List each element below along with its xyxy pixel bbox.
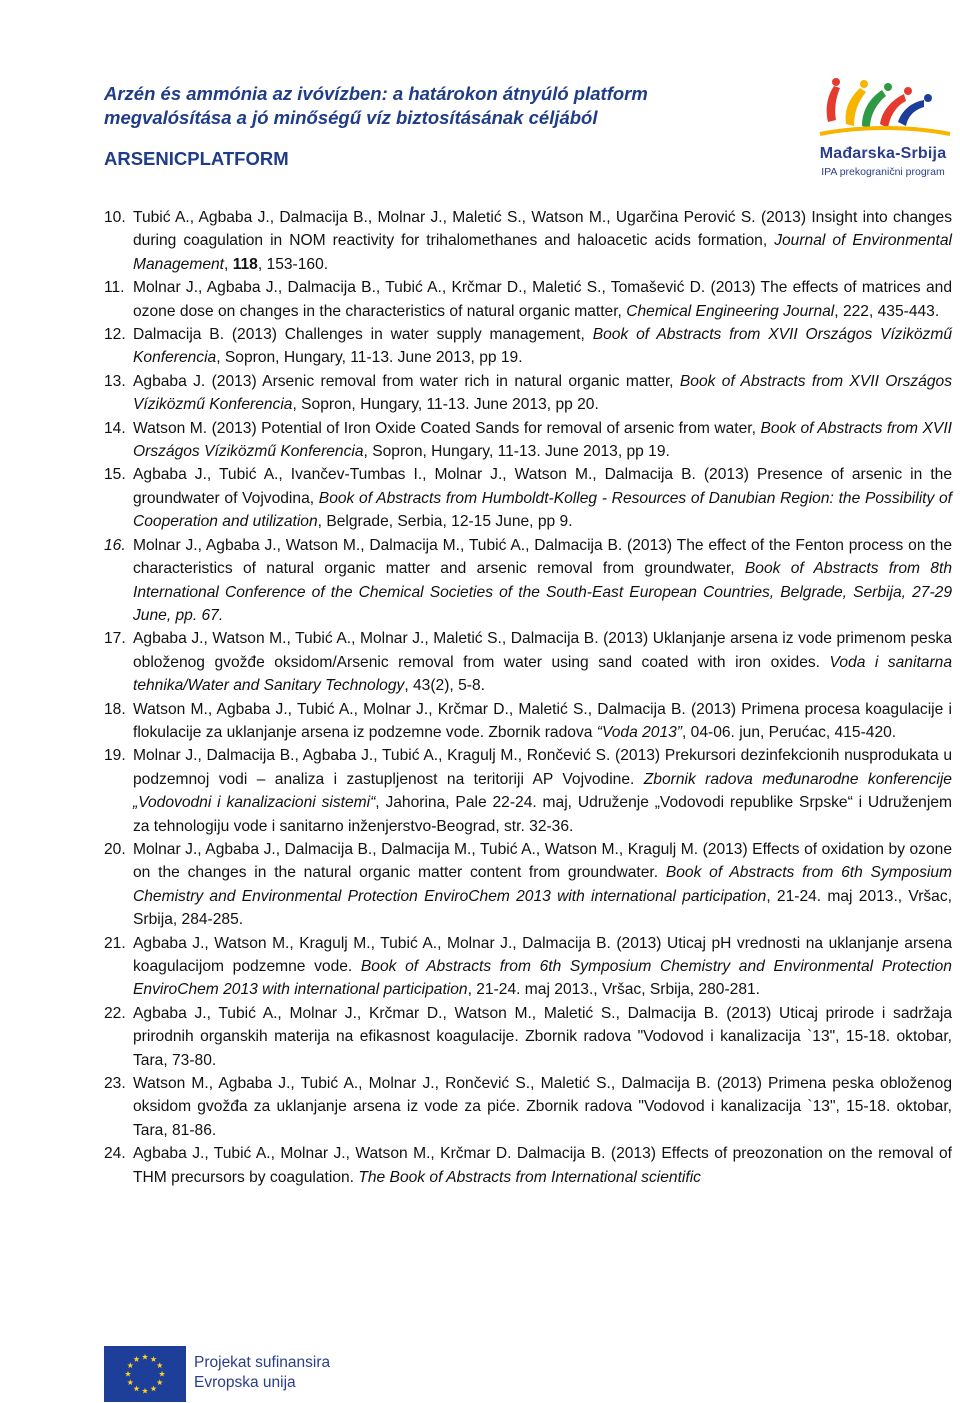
reference-text: [133, 534, 952, 628]
reference-text-part: Molnar J., Agbaba J., Watson M., Dalmacija M., Tubić A., Dalmacija B. (2013) The effect of the Fenton process on the characteristics of natural organic matter and arsenic removal from groundwater,: [133, 536, 952, 578]
reference-text-part: Agbaba J., Watson M., Tubić A., Molnar J., Maletić S., Dalmacija B. (2013) Uklanjanje arsena iz vode primenom peska obloženog gvožđe oksidom/Arsenic removal from water using sand coated with iron oxides.: [133, 630, 952, 671]
reference-number: 10.: [104, 209, 126, 226]
header-subtitle: ARSENICPLATFORM: [104, 148, 289, 169]
logo-name: Mađarska-Srbija: [819, 145, 947, 162]
reference-text-part: , 43(2), 5-8.: [404, 677, 485, 695]
reference-number: 13.: [104, 372, 126, 390]
reference-text: [133, 744, 952, 838]
reference-text-part: , 21-24. maj 2013., Vršac, Srbija, 284-285.: [133, 887, 952, 929]
reference-text: [133, 1072, 952, 1142]
reference-text-part: Watson M., Agbaba J., Tubić A., Molnar J., Krčmar D., Maletić S., Dalmacija B. (2013) Primena procesa koagulacije i flokulacije za uklanjanje arsena iz podzemne vode. Zbornik radova: [133, 700, 952, 741]
reference-number: 19.: [104, 747, 126, 765]
reference-text-part: , Sopron, Hungary, 11-13. June 2013, pp 19.: [216, 349, 523, 367]
reference-number: 14.: [104, 419, 126, 437]
reference-item: [104, 1142, 952, 1189]
reference-text-part: Agbaba J. (2013) Arsenic removal from water rich in natural organic matter,: [133, 372, 680, 390]
reference-text-part: Book of Abstracts from XVII Országos Víziközmű Konferencia: [133, 326, 953, 367]
reference-item: [104, 838, 952, 932]
reference-text-part: “Voda 2013”: [596, 723, 682, 741]
reference-text-part: Molnar J., Agbaba J., Dalmacija B., Dalmacija M., Tubić A., Watson M., Kragulj M. (2013) Effects of oxidation by ozone on the changes in the natural organic matter content from groundwater.: [133, 840, 952, 882]
reference-text-part: Book of Abstracts from 6th Symposium Chemistry and Environmental Protection EnviroChem 2013 with international participation: [133, 864, 953, 905]
reference-text-part: , Jahorina, Pale 22-24. maj, Udruženje „Vodovodi republike Srpske“ i Udruženjem za tehnologiju vode i sanitarno inženjerstvo-Beograd, str. 32-36.: [133, 794, 952, 835]
reference-text-part: , 04-06. jun, Perućac, 415-420.: [682, 723, 897, 741]
reference-text: [133, 370, 952, 417]
reference-number: 24.: [104, 1145, 126, 1163]
eu-flag-icon: [104, 1346, 186, 1402]
header-title: [104, 82, 704, 130]
reference-item: [104, 417, 952, 464]
logo-figures-icon: [820, 78, 950, 134]
reference-text: [133, 323, 952, 370]
header-title-line2: megvalósítása a jó minőségű víz biztosításának céljából: [104, 107, 598, 128]
reference-text-part: , Sopron, Hungary, 11-13. June 2013, pp 20.: [292, 396, 599, 414]
reference-text-part: Book of Abstracts from XVII Országos Víziközmű Konferencia: [133, 419, 952, 461]
reference-text-part: , Belgrade, Serbia, 12-15 June, pp 9.: [317, 513, 573, 531]
reference-number: 17.: [104, 630, 126, 648]
reference-text-part: , 222, 435-443.: [834, 302, 940, 320]
reference-text-part: Zbornik radova međunarodne konferencije „Vodovodni i kanalizacioni sistemi“: [133, 770, 952, 812]
reference-text: [133, 838, 952, 932]
reference-text: [133, 1142, 952, 1189]
reference-item: [104, 463, 952, 533]
reference-text: [133, 698, 952, 745]
reference-text-part: Molnar J., Dalmacija B., Agbaba J., Tubić A., Kragulj M., Rončević S. (2013) Prekursori dezinfekcionih nusprodukata u podzemnoj vodi – analiza i zastupljenost na teritoriji AP Vojvodine.: [133, 747, 952, 788]
reference-text-part: , 153-160.: [257, 255, 329, 273]
reference-item: [104, 534, 952, 628]
reference-text-part: Agbaba J., Tubić A., Molnar J., Watson M., Krčmar D. Dalmacija B. (2013) Effects of preozonation on the removal of THM precursors by coagulation.: [133, 1145, 952, 1186]
reference-text-part: , Sopron, Hungary, 11-13. June 2013, pp 19.: [363, 443, 670, 461]
reference-item: [104, 206, 952, 276]
reference-item: [104, 698, 952, 745]
reference-text: [133, 932, 952, 1002]
reference-text-part: Molnar J., Agbaba J., Dalmacija B., Tubić A., Krčmar D., Maletić S., Tomašević D. (2013) The effects of matrices and ozone dose on changes in the characteristics of natural organic matter,: [133, 279, 952, 320]
reference-text: [133, 417, 952, 464]
reference-item: [104, 323, 952, 370]
reference-item: [104, 276, 952, 323]
reference-text-part: Agbaba J., Watson M., Kragulj M., Tubić A., Molnar J., Dalmacija B. (2013) Uticaj pH vrednosti na uklanjanje arsena koagulacijom podzemne vode.: [133, 934, 952, 975]
reference-text-part: Dalmacija B. (2013) Challenges in water supply management,: [133, 326, 593, 344]
reference-number: 15.: [104, 466, 126, 484]
reference-text-part: Chemical Engineering Journal: [626, 302, 835, 320]
header-title-line1: Arzén és ammónia az ivóvízben: a határokon átnyúló platform: [104, 83, 648, 104]
reference-number: 16.: [104, 536, 126, 554]
reference-text-part: 118: [232, 255, 258, 273]
reference-text-part: , 21-24. maj 2013., Vršac, Srbija, 280-281.: [467, 981, 760, 999]
reference-text: [133, 206, 952, 276]
reference-item: [104, 1002, 952, 1072]
reference-text: [133, 463, 952, 533]
reference-number: 18.: [104, 700, 126, 718]
footer-text: [194, 1353, 330, 1393]
reference-text-part: Book of Abstracts from XVII Országos Víziközmű Konferencia: [133, 372, 952, 414]
reference-number: 23.: [104, 1075, 126, 1093]
reference-text-part: Watson M. (2013) Potential of Iron Oxide Coated Sands for removal of arsenic from water,: [133, 419, 761, 437]
reference-item: [104, 627, 952, 697]
reference-text: [133, 276, 952, 323]
footer-line2: Evropska unija: [194, 1374, 296, 1391]
reference-text-part: The Book of Abstracts from International scientific: [358, 1168, 701, 1186]
reference-number: 11.: [104, 279, 125, 297]
reference-text-part: Book of Abstracts from Humboldt-Kolleg - Resources of Danubian Region: the Possibility of Cooperation and utilization: [133, 489, 953, 531]
reference-text-part: Journal of Environmental Management: [133, 232, 952, 273]
logo-program: IPA prekogranični program: [821, 166, 945, 178]
reference-list: [104, 206, 952, 1189]
reference-item: [104, 370, 952, 417]
reference-item: [104, 744, 952, 838]
reference-text: [133, 627, 952, 697]
reference-text-part: Tubić A., Agbaba J., Dalmacija B., Molnar J., Maletić S., Watson M., Ugarčina Perović S. (2013) Insight into changes during coagulation in NOM reactivity for trihalomethanes and haloacetic acids formation,: [133, 209, 952, 250]
reference-text-part: Agbaba J., Tubić A., Ivančev-Tumbas I., Molnar J., Watson M., Dalmacija B. (2013) Presence of arsenic in the groundwater of Vojvodina,: [133, 466, 952, 507]
reference-text-part: ,: [224, 255, 233, 273]
reference-number: 20.: [104, 840, 126, 858]
reference-item: [104, 932, 952, 1002]
reference-text-part: Book of Abstracts from 6th Symposium Chemistry and Environmental Protection EnviroChem 2013 with international participation: [133, 958, 952, 999]
reference-text-part: Voda i sanitarna tehnika/Water and Sanitary Technology: [133, 653, 952, 695]
reference-text: [133, 1002, 952, 1072]
reference-number: 12.: [104, 326, 126, 344]
reference-text-part: Book of Abstracts from 8th International Conference of the Chemical Societies of the South-East European Countries, Belgrade, Serbija, 27-29 June, pp. 67.: [133, 560, 952, 624]
reference-text-part: Agbaba J., Tubić A., Molnar J., Krčmar D., Watson M., Maletić S., Dalmacija B. (2013) Uticaj prirode i sadržaja prirodnih organskih materija na efikasnost koagulacije. Zbornik radova "Vodovod i kanalizacija `13", 15-18. oktobar, Tara, 73-80.: [133, 1004, 952, 1069]
reference-number: 21.: [104, 934, 126, 952]
reference-text-part: Watson M., Agbaba J., Tubić A., Molnar J., Rončević S., Maletić S., Dalmacija B. (2013) Primena peska obloženog oksidom gvožđa za uklanjanje arsena iz vode za piće. Zbornik radova "Vodovod i kanalizacija `13", 15-18. oktobar, Tara, 81-86.: [133, 1075, 952, 1139]
reference-item: [104, 1072, 952, 1142]
reference-number: 22.: [104, 1004, 126, 1022]
footer-line1: Projekat sufinansira: [194, 1354, 331, 1371]
